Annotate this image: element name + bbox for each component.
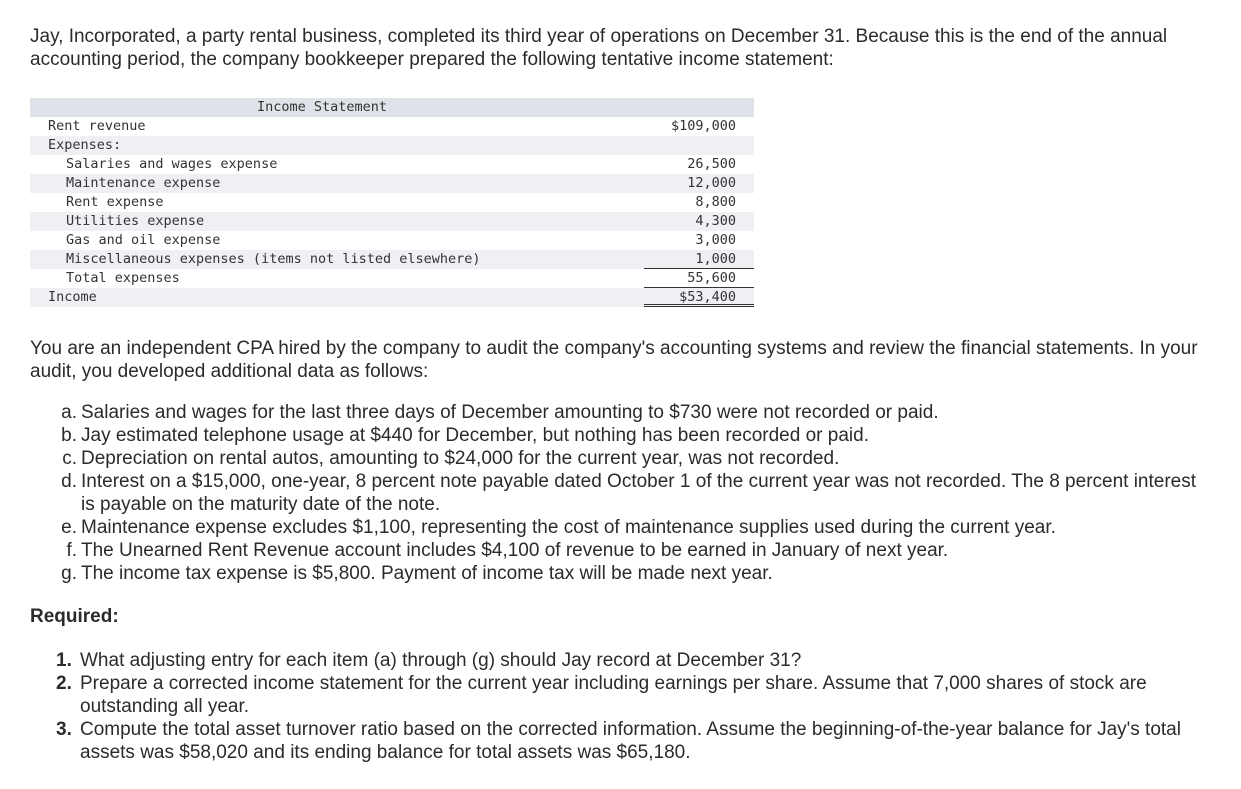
list-item bbox=[56, 718, 1206, 764]
income-row bbox=[30, 288, 754, 307]
rent-revenue-label: Rent revenue bbox=[48, 118, 146, 134]
total-expenses-row bbox=[30, 269, 754, 288]
expense-value: 4,300 bbox=[695, 213, 736, 229]
expense-label: Salaries and wages expense bbox=[66, 156, 278, 172]
item-text: Depreciation on rental autos, amounting to $24,000 for the current year, was not recorded. bbox=[81, 448, 840, 469]
expense-value: 3,000 bbox=[695, 232, 736, 248]
item-marker: a. bbox=[61, 402, 77, 423]
item-marker: f. bbox=[66, 540, 77, 561]
required-text: Compute the total asset turnover ratio based on the corrected information. Assume the beginning-of-the-year balance for Jay's total assets was $58,020 and its ending balance for total assets was $65,180. bbox=[80, 719, 1181, 763]
audit-paragraph: You are an independent CPA hired by the company to audit the company's accounting systems and review the financial statements. In your audit, you developed additional data as follows: bbox=[30, 338, 1198, 382]
list-item bbox=[59, 424, 1199, 447]
item-marker: c. bbox=[62, 448, 77, 469]
expense-value: 12,000 bbox=[687, 175, 736, 191]
expense-value: 8,800 bbox=[695, 194, 736, 210]
list-item bbox=[59, 401, 1199, 424]
item-marker: e. bbox=[61, 517, 77, 538]
total-expenses-value: 55,600 bbox=[687, 270, 736, 286]
item-marker: b. bbox=[61, 425, 77, 446]
list-item bbox=[56, 649, 1206, 672]
item-marker: d. bbox=[61, 471, 77, 492]
expense-value: 1,000 bbox=[695, 251, 736, 267]
income-statement-table bbox=[30, 98, 754, 307]
required-text: Prepare a corrected income statement for the current year including earnings per share. Assume that 7,000 shares of stock are outstanding all year. bbox=[80, 673, 1147, 717]
item-text: The Unearned Rent Revenue account includes $4,100 of revenue to be earned in January of next year. bbox=[81, 540, 949, 561]
income-value: $53,400 bbox=[679, 289, 736, 305]
item-marker: g. bbox=[61, 563, 77, 584]
list-item bbox=[59, 470, 1199, 516]
statement-title: Income Statement bbox=[30, 98, 754, 117]
expense-row bbox=[30, 212, 754, 231]
expense-label: Miscellaneous expenses (items not listed elsewhere) bbox=[66, 251, 481, 267]
item-text: Interest on a $15,000, one-year, 8 percent note payable dated October 1 of the current year was not recorded. The 8 percent interest is payable on the maturity date of the note. bbox=[81, 471, 1197, 515]
expense-label: Gas and oil expense bbox=[66, 232, 221, 248]
income-label: Income bbox=[48, 289, 97, 305]
expense-row bbox=[30, 231, 754, 250]
required-marker: 1. bbox=[56, 650, 72, 671]
intro-paragraph: Jay, Incorporated, a party rental business, completed its third year of operations on December 31. Because this is the end of the annual accounting period, the company bookkeeper prepared the following tentative income statement: bbox=[30, 26, 1168, 70]
expenses-label: Expenses: bbox=[48, 137, 122, 153]
item-text: The income tax expense is $5,800. Payment of income tax will be made next year. bbox=[81, 563, 773, 584]
expense-label: Utilities expense bbox=[66, 213, 205, 229]
expense-value: 26,500 bbox=[687, 156, 736, 172]
expense-row bbox=[30, 193, 754, 212]
expense-label: Maintenance expense bbox=[66, 175, 221, 191]
expense-row bbox=[30, 250, 754, 269]
expenses-header-row bbox=[30, 136, 754, 155]
required-list bbox=[56, 649, 1206, 764]
required-marker: 3. bbox=[56, 719, 72, 740]
required-text: What adjusting entry for each item (a) through (g) should Jay record at December 31? bbox=[80, 650, 802, 671]
rent-revenue-row bbox=[30, 117, 754, 136]
item-text: Jay estimated telephone usage at $440 for December, but nothing has been recorded or paid. bbox=[81, 425, 869, 446]
audit-items-list bbox=[59, 401, 1199, 585]
expense-row bbox=[30, 174, 754, 193]
required-heading: Required: bbox=[30, 606, 119, 627]
list-item bbox=[59, 562, 1199, 585]
item-text: Maintenance expense excludes $1,100, representing the cost of maintenance supplies used during the current year. bbox=[81, 517, 1056, 538]
item-text: Salaries and wages for the last three days of December amounting to $730 were not recorded or paid. bbox=[81, 402, 939, 423]
total-expenses-label: Total expenses bbox=[66, 270, 180, 286]
expense-row bbox=[30, 155, 754, 174]
list-item bbox=[59, 447, 1199, 470]
list-item bbox=[59, 516, 1199, 539]
list-item bbox=[56, 672, 1206, 718]
list-item bbox=[59, 539, 1199, 562]
expense-label: Rent expense bbox=[66, 194, 164, 210]
required-marker: 2. bbox=[56, 673, 72, 694]
rent-revenue-value: $109,000 bbox=[670, 118, 736, 134]
